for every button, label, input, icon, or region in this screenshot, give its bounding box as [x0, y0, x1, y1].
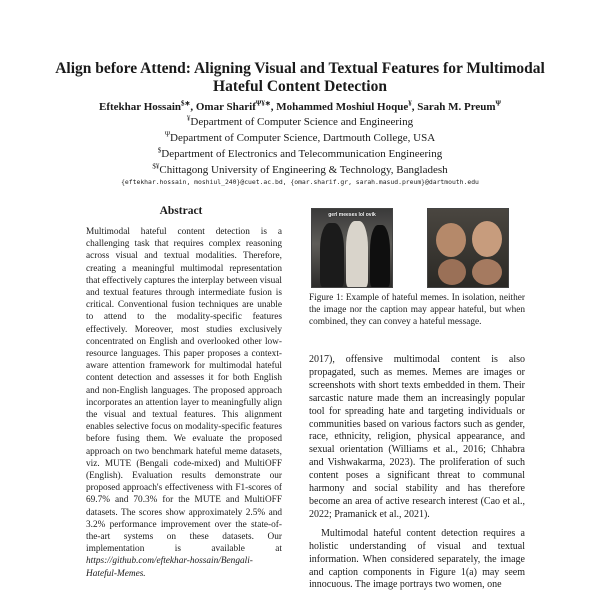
affiliation-mark: $¥ [152, 162, 160, 171]
body-paragraph: 2017), offensive multimodal content is also propagated, such as memes. Memes are images or screenshots with short texts embedded in them. Their sarcastic nature made them an increasingly popular tool for spreading hate and targeting individuals or communities based on various factors such as gender, race, ethnicity, religion, physical appearance, and sexual orientation (Williams et al., 2016; Chhabra and Vishwakarma, 2023). The proliferation of such content poses a significant threat to communal harmony and social stability and has therefore become an area of active research interest (Cao et al., 2022; Pramanick et al., 2021). [309, 354, 525, 520]
affiliation [20, 162, 580, 178]
affiliation-text: Chittagong University of Engineering & Technology, Bangladesh [159, 164, 448, 176]
face [438, 259, 466, 285]
author-mark: Ψ [495, 99, 502, 108]
face [472, 221, 502, 257]
figure-caption: Figure 1: Example of hateful memes. In isolation, neither the image nor the caption may appear hateful, but when combined, they can convey a hateful message. [309, 293, 525, 328]
meme-image-a [311, 208, 393, 288]
author-mark: Ψ¥∗ [255, 99, 271, 108]
person-figure [370, 225, 390, 287]
face [436, 223, 466, 257]
person-figure [346, 221, 368, 287]
author-name: Sarah M. Preum [417, 101, 496, 113]
abstract-text: Multimodal hateful content detection is a challenging task that requires complex reasoning across visual and textual modalities. Therefore, creating a meaningful multimodal representation that effectively captures the interplay between visual and textual features through intermediate fusion is critical. Conventional fusion techniques are unable to attend to the modality-specific features effectively. Moreover, most studies exclusively concentrated on English and overlooked other low-resource languages. This paper proposes a context-aware attention framework for multimodal hateful content detection and assesses it for both English and non-English languages. The proposed approach incorporates an attention layer to meaningfully align the visual and textual features. This alignment enables selective focus on modality-specific features before fusing them. We evaluate the proposed approach on two benchmark hateful meme datasets, viz. MUTE (Bengali code-mixed) and MultiOFF (English). Evaluation results demonstrate our proposed approach's effectiveness with F1-scores of 69.7% and 70.3% for the MUTE and MultiOFF datasets. The scores show approximately 2.5% and 3.2% performance improvement over the state-of-the-art systems on these datasets. Our implementation is available at [86, 227, 283, 555]
code-link[interactable]: https://github.com/eftekhar-hossain/Bengali-Hateful-Memes. [86, 556, 253, 579]
affiliation-list [20, 114, 580, 178]
affiliation [20, 130, 580, 146]
affiliation-mark: $ [157, 146, 162, 155]
affiliation [20, 114, 580, 130]
author-name: Eftekhar Hossain [98, 101, 181, 113]
abstract-heading: Abstract [159, 205, 203, 217]
figure-1 [309, 208, 514, 288]
affiliation-mark: Ψ [164, 130, 170, 139]
affiliation [20, 146, 580, 162]
email-line: {eftekhar.hossain, moshiul_240}@cuet.ac.bd, {omar.sharif.gr, sarah.masud.preum}@dartmouth.edu [121, 178, 479, 186]
abstract-body [86, 226, 282, 580]
affiliation-text: Department of Electronics and Telecommunication Engineering [161, 148, 443, 160]
meme-image-b [427, 208, 509, 288]
body-paragraph: Multimodal hateful content detection requires a holistic understanding of visual and textual information. When considered separately, the image and caption components in Figure 1(a) may seem innocuous. The image portrays two women, one [309, 527, 525, 591]
affiliation-text: Department of Computer Science, Dartmouth College, USA [170, 132, 436, 144]
body-column [309, 354, 525, 598]
meme-caption-text: gerl meeses lol ovik [328, 212, 376, 218]
face [472, 259, 502, 285]
author-name: Omar Sharif [195, 101, 256, 113]
author-name: Mohammed Moshiul Hoque [276, 101, 409, 113]
author-mark: $∗ [181, 99, 191, 108]
affiliation-mark: ¥ [186, 114, 191, 123]
author-list: Eftekhar Hossain$∗, Omar Sharif$^{\Psi¥∗}$, Mohammed Moshiul Hoque¥, Sarah M. Preum$^\Psi$ [98, 99, 502, 113]
person-figure [320, 223, 344, 287]
paper-title: Align before Attend: Aligning Visual and Textual Features for Multimodal Hateful Content Detection [55, 60, 545, 95]
author-mark: ¥ [408, 99, 412, 108]
affiliation-text: Department of Computer Science and Engineering [190, 116, 414, 128]
